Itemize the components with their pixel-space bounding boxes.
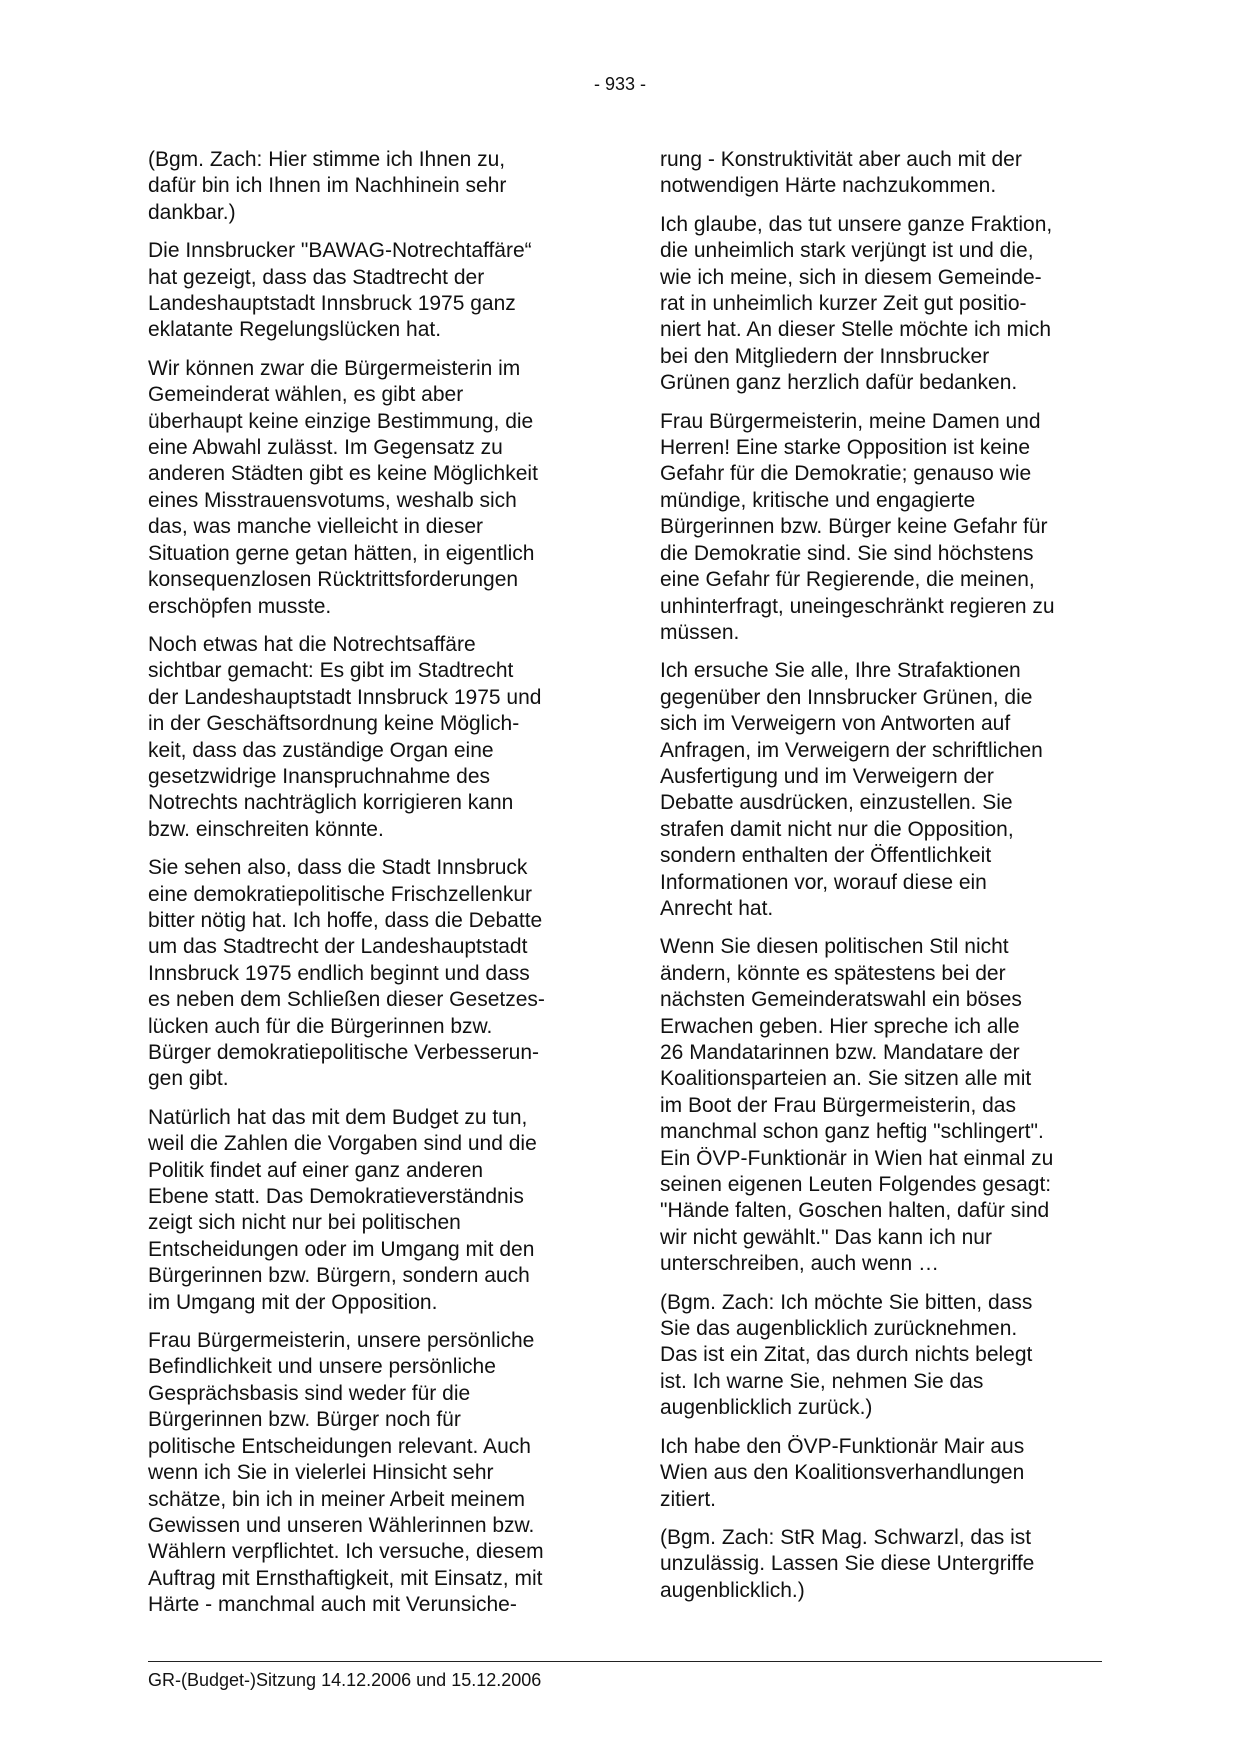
right-column — [660, 147, 1100, 1616]
paragraph: Frau Bürgermeisterin, meine Damen und Herren! Eine starke Opposition ist keine Gefahr für die Demokratie; genauso wie mündige, kritische und engagierte Bürgerinnen bzw. Bürger keine Gefahr für die Demokratie sind. Sie sind höchstens eine Gefahr für Regierende, die meinen, unhinterfragt, uneingeschränkt regieren zu müssen. — [660, 409, 1055, 644]
paragraph: Wir können zwar die Bürgermeisterin im Gemeinderat wählen, es gibt aber überhaupt keine einzige Bestimmung, die eine Abwahl zulässt. Im Gegensatz zu anderen Städten gibt es keine Möglichkeit eines Misstrauensvotums, weshalb sich das, was manche vielleicht in dieser Situation gerne getan hätten, in eigentlich konsequenzlosen Rücktrittsforderungen erschöpfen musste. — [148, 356, 538, 618]
paragraph: Ich glaube, das tut unsere ganze Fraktion, die unheimlich stark verjüngt ist und die, wie ich meine, sich in diesem Gemeinde- rat in unheimlich kurzer Zeit gut positio- niert hat. An dieser Stelle möchte ich mich bei den Mitgliedern der Innsbrucker Grünen ganz herzlich dafür bedanken. — [660, 212, 1053, 395]
footer-session-label: GR-(Budget-)Sitzung 14.12.2006 und 15.12.2006 — [148, 1670, 542, 1690]
page-number: - 933 - — [593, 74, 647, 94]
footer-divider — [148, 1661, 1102, 1662]
paragraph: rung - Konstruktivität aber auch mit der notwendigen Härte nachzukommen. — [660, 148, 1022, 198]
paragraph: (Bgm. Zach: StR Mag. Schwarzl, das ist unzulässig. Lassen Sie diese Untergriffe augenblicklich.) — [660, 1525, 1035, 1602]
paragraph: Ich ersuche Sie alle, Ihre Strafaktionen gegenüber den Innsbrucker Grünen, die sich im Verweigern von Antworten auf Anfragen, im Verweigern der schriftlichen Ausfertigung und im Verweigern der Debatte ausdrücken, einzustellen. Sie strafen damit nicht nur die Opposition, sondern enthalten der Öffentlichkeit Informationen vor, worauf diese ein Anrecht hat. — [660, 659, 1043, 920]
paragraph: Noch etwas hat die Notrechtsaffäre sichtbar gemacht: Es gibt im Stadtrecht der Landeshauptstadt Innsbruck 1975 und in der Geschäftsordnung keine Möglich- keit, dass das zuständige Organ eine gesetzwidrige Inanspruchnahme des Notrechts nachträglich korrigieren kann bzw. einschreiten könnte. — [148, 632, 542, 841]
left-column — [148, 147, 588, 1631]
paragraph: Ich habe den ÖVP-Funktionär Mair aus Wien aus den Koalitionsverhandlungen zitiert. — [660, 1434, 1025, 1511]
paragraph: (Bgm. Zach: Hier stimme ich Ihnen zu, dafür bin ich Ihnen im Nachhinein sehr dankbar.) — [148, 148, 507, 224]
paragraph: Natürlich hat das mit dem Budget zu tun, weil die Zahlen die Vorgaben sind und die Politik findet auf einer ganz anderen Ebene statt. Das Demokratieverständnis zeigt sich nicht nur bei politischen Entscheidungen oder im Umgang mit den Bürgerinnen bzw. Bürgern, sondern auch im Umgang mit der Opposition. — [148, 1105, 537, 1314]
paragraph: Wenn Sie diesen politischen Stil nicht ändern, könnte es spätestens bei der nächsten Gemeinderatswahl ein böses Erwachen geben. Hier spreche ich alle 26 Mandatarinnen bzw. Mandatare der Koalitionsparteien an. Sie sitzen alle mit im Boot der Frau Bürgermeisterin, das manchmal schon ganz heftig "schlingert". Ein ÖVP-Funktionär in Wien hat einmal zu seinen eigenen Leuten Folgendes gesagt: "Hände falten, Goschen halten, dafür sind wir nicht gewählt." Das kann ich nur unterschreiben, auch wenn … — [660, 935, 1054, 1276]
paragraph: (Bgm. Zach: Ich möchte Sie bitten, dass Sie das augenblicklich zurücknehmen. Das ist ein Zitat, das durch nichts belegt ist. Ich warne Sie, nehmen Sie das augenblicklich zurück.) — [660, 1290, 1033, 1420]
paragraph: Frau Bürgermeisterin, unsere persönliche Befindlichkeit und unsere persönliche Gesprächsbasis sind weder für die Bürgerinnen bzw. Bürger noch für politische Entscheidungen relevant. Auch wenn ich Sie in vielerlei Hinsicht sehr schätze, bin ich in meiner Arbeit meinem Gewissen und unseren Wählerinnen bzw. Wählern verpflichtet. Ich versuche, diesem Auftrag mit Ernsthaftigkeit, mit Einsatz, mit Härte - manchmal auch mit Verunsiche- — [148, 1329, 544, 1617]
paragraph: Die Innsbrucker "BAWAG-Notrechtaffäre“ hat gezeigt, dass das Stadtrecht der Landeshauptstadt Innsbruck 1975 ganz eklatante Regelungslücken hat. — [148, 239, 532, 342]
paragraph: Sie sehen also, dass die Stadt Innsbruck eine demokratiepolitische Frischzellenkur bitter nötig hat. Ich hoffe, dass die Debatte um das Stadtrecht der Landeshauptstadt Innsbruck 1975 endlich beginnt und dass es neben dem Schließen dieser Gesetzes- lücken auch für die Bürgerinnen bzw. Bürger demokratiepolitische Verbesserun- gen gibt. — [148, 856, 545, 1091]
